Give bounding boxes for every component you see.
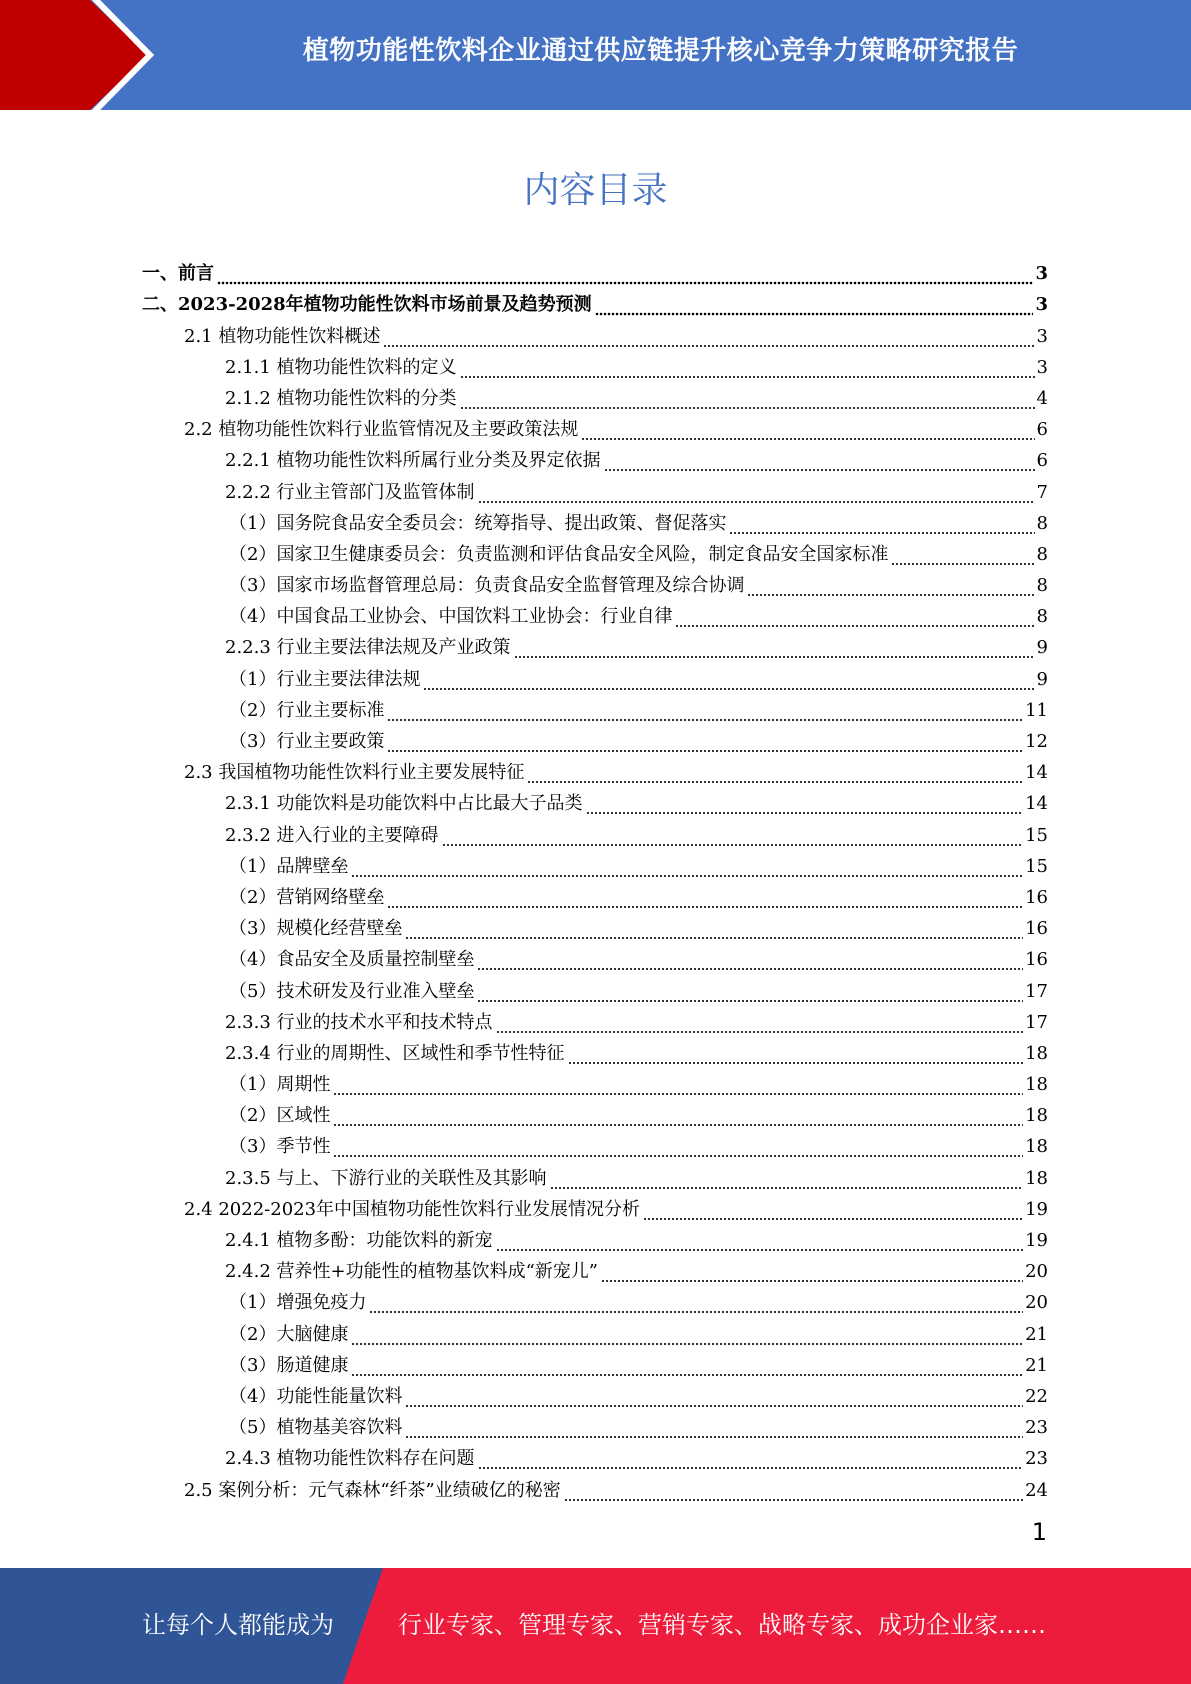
toc-entry[interactable]	[142, 1347, 1048, 1378]
toc-entry-title: 2.3.3 行业的技术水平和技术特点	[225, 1011, 493, 1033]
toc-entry-title: （1）行业主要法律法规	[229, 668, 421, 690]
toc-entry-page: 16	[1025, 918, 1048, 940]
toc-entry[interactable]	[142, 941, 1048, 972]
toc-entry-title: （1）品牌壁垒	[229, 855, 349, 877]
toc-entry-title: （2）国家卫生健康委员会：负责监测和评估食品安全风险，制定食品安全国家标准	[229, 543, 889, 565]
toc-dot-leader	[351, 1323, 1023, 1347]
toc-heading: 内容目录	[523, 170, 668, 211]
toc-dot-leader	[675, 605, 1034, 629]
toc-entry[interactable]	[142, 317, 1048, 348]
toc-entry-page: 12	[1025, 731, 1048, 752]
toc-entry-page: 23	[1025, 1417, 1048, 1439]
toc-entry-page: 8	[1036, 575, 1048, 597]
toc-dot-leader	[478, 1447, 1024, 1471]
toc-entry-page: 18	[1025, 1074, 1048, 1096]
toc-entry[interactable]	[142, 598, 1048, 629]
toc-entry-title: （2）区域性	[229, 1105, 331, 1127]
toc-entry-title: （1）周期性	[229, 1074, 331, 1096]
toc-entry[interactable]	[142, 286, 1048, 317]
toc-entry-title: （2）营销网络壁垒	[229, 886, 385, 908]
toc-dot-leader	[333, 1073, 1023, 1097]
toc-entry-page: 22	[1025, 1385, 1048, 1407]
toc-dot-leader	[581, 418, 1034, 442]
toc-entry[interactable]	[142, 1284, 1048, 1315]
toc-entry[interactable]	[142, 1004, 1048, 1035]
footer-slogan-left: 让每个人都能成为	[142, 1611, 334, 1639]
toc-dot-leader	[568, 1042, 1024, 1066]
toc-entry[interactable]	[142, 442, 1048, 473]
toc-entry-page: 4	[1036, 387, 1048, 409]
toc-entry[interactable]	[142, 754, 1048, 785]
page-footer	[0, 1568, 1191, 1684]
toc-entry-page: 14	[1025, 762, 1048, 784]
toc-entry-title: 2.3.1 功能饮料是功能饮料中占比最大子品类	[225, 793, 583, 815]
toc-entry-page: 24	[1025, 1479, 1048, 1501]
toc-dot-leader	[333, 1104, 1023, 1128]
toc-entry[interactable]	[142, 1128, 1048, 1159]
toc-entry-title: （5）技术研发及行业准入壁垒	[229, 980, 475, 1002]
toc-entry[interactable]	[142, 848, 1048, 879]
toc-entry-page: 7	[1036, 481, 1048, 503]
toc-dot-leader	[217, 262, 1033, 286]
toc-dot-leader	[442, 824, 1024, 848]
toc-dot-leader	[643, 1198, 1023, 1222]
toc-entry-title: （3）国家市场监督管理总局：负责食品安全监督管理及综合协调	[229, 575, 745, 597]
toc-entry-title: 2.2.1 植物功能性饮料所属行业分类及界定依据	[225, 450, 601, 472]
toc-dot-leader	[387, 886, 1023, 910]
toc-entry[interactable]	[142, 1378, 1048, 1409]
toc-entry-page: 20	[1025, 1261, 1048, 1283]
toc-entry-page: 11	[1025, 699, 1048, 721]
toc-entry-title: （3）规模化经营壁垒	[229, 918, 403, 940]
toc-dot-leader	[383, 325, 1034, 349]
footer-slogan-right: 行业专家、管理专家、营销专家、战略专家、成功企业家……	[398, 1611, 1046, 1639]
toc-entry-page: 3	[1035, 263, 1048, 285]
toc-entry[interactable]	[142, 536, 1048, 567]
toc-entry[interactable]	[142, 1471, 1048, 1502]
table-of-contents	[142, 255, 1048, 1503]
toc-entry-title: 二、2023-2028年植物功能性饮料市场前景及趋势预测	[142, 294, 592, 316]
header-chevron-icon	[0, 0, 160, 110]
toc-entry-title: （4）中国食品工业协会、中国饮料工业协会：行业自律	[229, 606, 673, 628]
toc-entry[interactable]	[142, 629, 1048, 660]
toc-dot-leader	[477, 948, 1023, 972]
toc-entry-page: 15	[1025, 824, 1048, 846]
toc-entry[interactable]	[142, 473, 1048, 504]
toc-dot-leader	[478, 481, 1035, 505]
toc-entry-title: 2.1.2 植物功能性饮料的分类	[225, 387, 457, 409]
toc-entry[interactable]	[142, 349, 1048, 380]
toc-entry-title: （1）增强免疫力	[229, 1292, 367, 1314]
toc-entry[interactable]	[142, 1035, 1048, 1066]
toc-entry-page: 16	[1025, 949, 1048, 971]
toc-entry[interactable]	[142, 879, 1048, 910]
toc-entry-title: （3）行业主要政策	[229, 731, 385, 752]
toc-dot-leader	[460, 356, 1035, 380]
toc-entry-title: 2.3.4 行业的周期性、区域性和季节性特征	[225, 1042, 565, 1064]
toc-entry-title: 2.3.2 进入行业的主要障碍	[225, 824, 439, 846]
toc-entry-page: 18	[1025, 1105, 1048, 1127]
toc-entry-page: 9	[1036, 668, 1048, 690]
toc-dot-leader	[460, 387, 1035, 411]
toc-dot-leader	[601, 1260, 1023, 1284]
toc-entry[interactable]	[142, 1222, 1048, 1253]
toc-entry[interactable]	[142, 1191, 1048, 1222]
toc-dot-leader	[333, 1135, 1023, 1159]
toc-dot-leader	[387, 730, 1023, 754]
toc-dot-leader	[351, 1354, 1023, 1378]
toc-entry-title: 2.4.2 营养性+功能性的植物基饮料成“新宠儿”	[225, 1261, 599, 1283]
toc-entry[interactable]	[142, 255, 1048, 286]
toc-dot-leader	[387, 699, 1023, 723]
toc-dot-leader	[423, 668, 1034, 692]
toc-entry-title: （1）国务院食品安全委员会：统筹指导、提出政策、督促落实	[229, 512, 727, 534]
toc-entry-title: （4）食品安全及质量控制壁垒	[229, 949, 475, 971]
toc-entry-title: （4）功能性能量饮料	[229, 1385, 403, 1407]
toc-entry-title: 2.3 我国植物功能性饮料行业主要发展特征	[184, 762, 525, 784]
toc-entry[interactable]	[142, 785, 1048, 816]
toc-entry-page: 17	[1025, 980, 1048, 1002]
toc-entry-page: 9	[1036, 637, 1048, 659]
toc-entry[interactable]	[142, 380, 1048, 411]
toc-entry-page: 14	[1025, 793, 1048, 815]
toc-entry-title: （2）行业主要标准	[229, 699, 385, 721]
toc-entry-page: 3	[1036, 356, 1048, 378]
toc-entry-title: 2.1.1 植物功能性饮料的定义	[225, 356, 457, 378]
toc-dot-leader	[595, 293, 1034, 317]
toc-entry-page: 18	[1025, 1167, 1048, 1189]
toc-dot-leader	[514, 636, 1035, 660]
toc-dot-leader	[496, 1229, 1024, 1253]
toc-entry[interactable]	[142, 660, 1048, 691]
toc-entry-title: （5）植物基美容饮料	[229, 1417, 403, 1439]
toc-entry-page: 6	[1036, 450, 1048, 472]
toc-entry[interactable]	[142, 723, 1048, 754]
toc-entry-page: 3	[1035, 294, 1048, 316]
toc-entry[interactable]	[142, 816, 1048, 847]
toc-dot-leader	[405, 1416, 1023, 1440]
toc-entry[interactable]	[142, 1315, 1048, 1346]
toc-dot-leader	[405, 1385, 1023, 1409]
toc-dot-leader	[496, 1011, 1024, 1035]
toc-entry-title: 2.2.3 行业主要法律法规及产业政策	[225, 637, 511, 659]
toc-dot-leader	[586, 792, 1024, 816]
toc-dot-leader	[564, 1479, 1023, 1503]
toc-entry-page: 8	[1036, 543, 1048, 565]
page-number: 1	[1031, 1518, 1047, 1546]
toc-entry-title: 2.4.3 植物功能性饮料存在问题	[225, 1448, 475, 1470]
toc-dot-leader	[729, 512, 1034, 536]
toc-entry[interactable]	[142, 1253, 1048, 1284]
toc-entry-page: 6	[1036, 419, 1048, 441]
toc-entry-page: 8	[1036, 512, 1048, 534]
toc-dot-leader	[369, 1291, 1023, 1315]
toc-entry-page: 20	[1025, 1292, 1048, 1314]
toc-entry[interactable]	[142, 411, 1048, 442]
toc-entry[interactable]	[142, 1440, 1048, 1471]
toc-entry[interactable]	[142, 1409, 1048, 1440]
toc-dot-leader	[604, 449, 1035, 473]
toc-entry-title: 2.2 植物功能性饮料行业监管情况及主要政策法规	[184, 419, 579, 441]
toc-entry[interactable]	[142, 972, 1048, 1003]
toc-entry-page: 16	[1025, 886, 1048, 908]
toc-entry-title: 2.3.5 与上、下游行业的关联性及其影响	[225, 1167, 547, 1189]
report-title: 植物功能性饮料企业通过供应链提升核心竞争力策略研究报告	[302, 36, 1019, 66]
toc-entry-page: 3	[1036, 325, 1048, 347]
toc-entry-title: 一、前言	[142, 263, 214, 285]
toc-entry[interactable]	[142, 1097, 1048, 1128]
toc-entry[interactable]	[142, 505, 1048, 536]
toc-entry-page: 21	[1025, 1354, 1048, 1376]
toc-entry[interactable]	[142, 1159, 1048, 1190]
page-header	[0, 0, 1191, 110]
toc-dot-leader	[891, 543, 1034, 567]
toc-entry-title: 2.4 2022-2023年中国植物功能性饮料行业发展情况分析	[184, 1198, 641, 1220]
toc-entry[interactable]	[142, 567, 1048, 598]
toc-dot-leader	[550, 1167, 1024, 1191]
toc-entry-title: （3）肠道健康	[229, 1354, 349, 1376]
toc-entry-page: 23	[1025, 1448, 1048, 1470]
toc-entry-page: 21	[1025, 1323, 1048, 1345]
toc-dot-leader	[405, 917, 1023, 941]
toc-entry[interactable]	[142, 1066, 1048, 1097]
toc-dot-leader	[477, 980, 1023, 1004]
toc-entry-page: 8	[1036, 606, 1048, 628]
toc-entry-title: （2）大脑健康	[229, 1323, 349, 1345]
toc-entry-page: 18	[1025, 1136, 1048, 1158]
toc-entry-page: 19	[1025, 1198, 1048, 1220]
toc-entry-page: 19	[1025, 1230, 1048, 1251]
toc-entry[interactable]	[142, 692, 1048, 723]
toc-entry[interactable]	[142, 910, 1048, 941]
toc-entry-title: 2.5 案例分析：元气森林“纤茶”业绩破亿的秘密	[184, 1479, 561, 1501]
toc-dot-leader	[351, 855, 1023, 879]
toc-entry-page: 17	[1025, 1011, 1048, 1033]
toc-dot-leader	[747, 574, 1034, 598]
toc-entry-page: 18	[1025, 1042, 1048, 1064]
toc-entry-title: 2.1 植物功能性饮料概述	[184, 325, 381, 347]
toc-entry-title: 2.4.1 植物多酚：功能饮料的新宠	[225, 1230, 493, 1251]
toc-entry-title: 2.2.2 行业主管部门及监管体制	[225, 481, 475, 503]
toc-entry-title: （3）季节性	[229, 1136, 331, 1158]
toc-dot-leader	[527, 761, 1023, 785]
toc-entry-page: 15	[1025, 855, 1048, 877]
